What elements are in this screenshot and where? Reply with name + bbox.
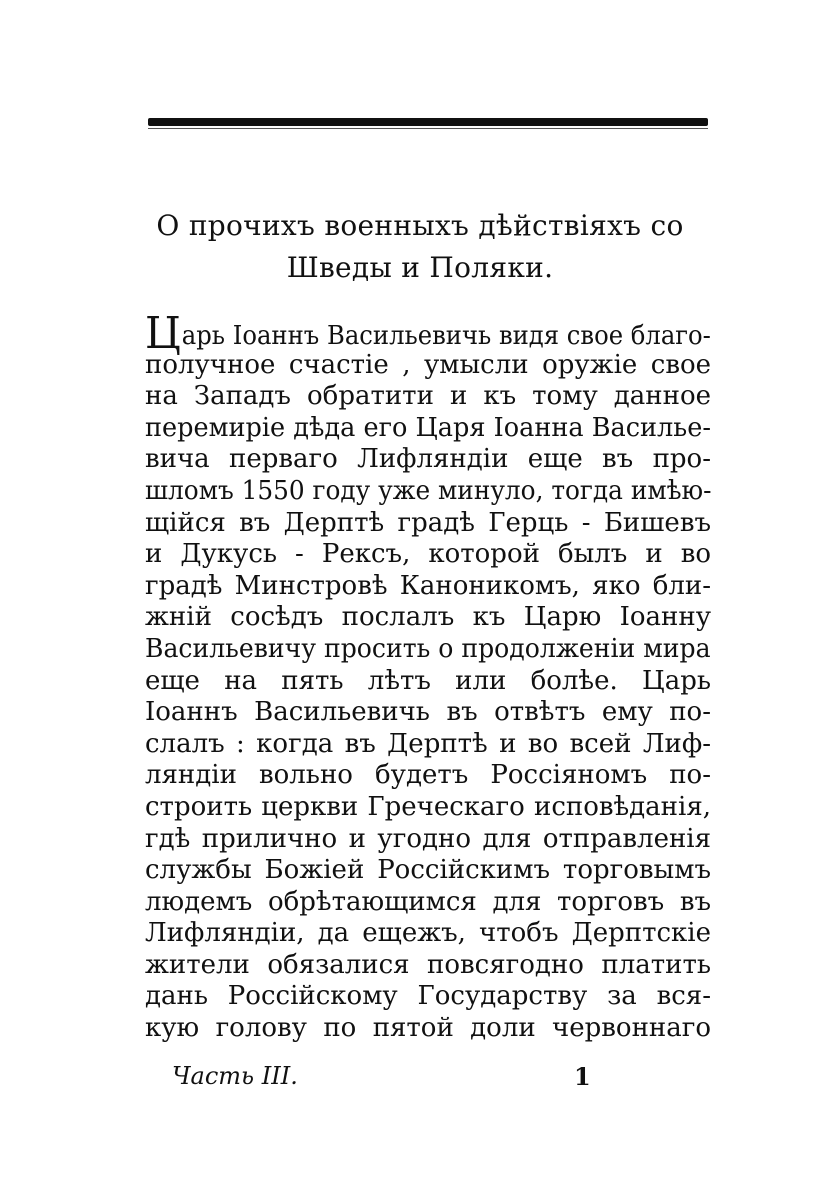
text-line: жній сосѣдъ послалъ къ Царю Іоанну — [145, 602, 711, 633]
heading-line-1: О прочихъ военныхъ дѣйствіяхъ со — [156, 209, 684, 242]
text-line: еще на пять лѣтъ или болѣе. Царь — [145, 665, 711, 696]
header-rule-underline — [148, 128, 708, 129]
text-line: вича перваго Лифляндіи еще въ про- — [145, 444, 711, 475]
text-line: и Дукусь - Рексъ, которой былъ и во — [145, 539, 711, 570]
text-line: гдѣ прилично и угодно для отправленія — [145, 823, 711, 854]
chapter-heading — [120, 205, 720, 289]
text-line: жители обязалися повсягодно платить — [145, 949, 711, 980]
text-line-content: арь Іоаннъ Васильевичь видя свое благо- — [181, 321, 711, 351]
text-line: градѣ Минстровѣ Канoникомъ, яко бли- — [145, 570, 711, 601]
text-line: перемиріе дѣда его Царя Іоанна Василье- — [145, 412, 711, 443]
text-line: ляндіи вольно будетъ Россіяномъ по- — [145, 760, 711, 791]
text-line: Васильевичу просить о продолженіи мира — [145, 633, 711, 664]
heading-line-2: Шведы и Поляки. — [286, 251, 554, 284]
text-line: получное счастіе , умысли оружіе свое — [145, 349, 711, 380]
text-line: слалъ : когда въ Дерптѣ и во всей Лиф- — [145, 728, 711, 759]
text-line: кую голову по пятой доли червоннаго — [145, 1013, 711, 1044]
page-footer — [172, 1062, 712, 1096]
text-line: Лифляндіи, да ещежъ, чтобъ Дерптскіе — [145, 918, 711, 949]
text-line: службы Божіей Россійскимъ торговымъ — [145, 855, 711, 886]
text-line: шломъ 1550 году уже минуло, тогда имѣю- — [145, 475, 712, 506]
text-line: на Западъ обратити и къ тому данное — [145, 381, 711, 412]
text-line: людемъ обрѣтающимся для торговъ въ — [145, 886, 711, 917]
text-line: щійся въ Дерптѣ градѣ Герць - Бишевъ — [145, 507, 711, 538]
text-line: дань Россійскому Государству за вся- — [145, 981, 711, 1012]
text-line — [145, 308, 711, 359]
header-rule — [148, 118, 708, 126]
body-paragraph — [145, 308, 712, 1045]
text-line: строить церкви Греческаго исповѣданія, — [145, 791, 711, 822]
drop-cap: Ц — [145, 308, 181, 359]
page-number: 1 — [574, 1062, 591, 1091]
text-line: Іоаннъ Васильевичь въ отвѣтъ ему по- — [145, 697, 711, 728]
signature-mark: Часть III. — [172, 1062, 298, 1090]
